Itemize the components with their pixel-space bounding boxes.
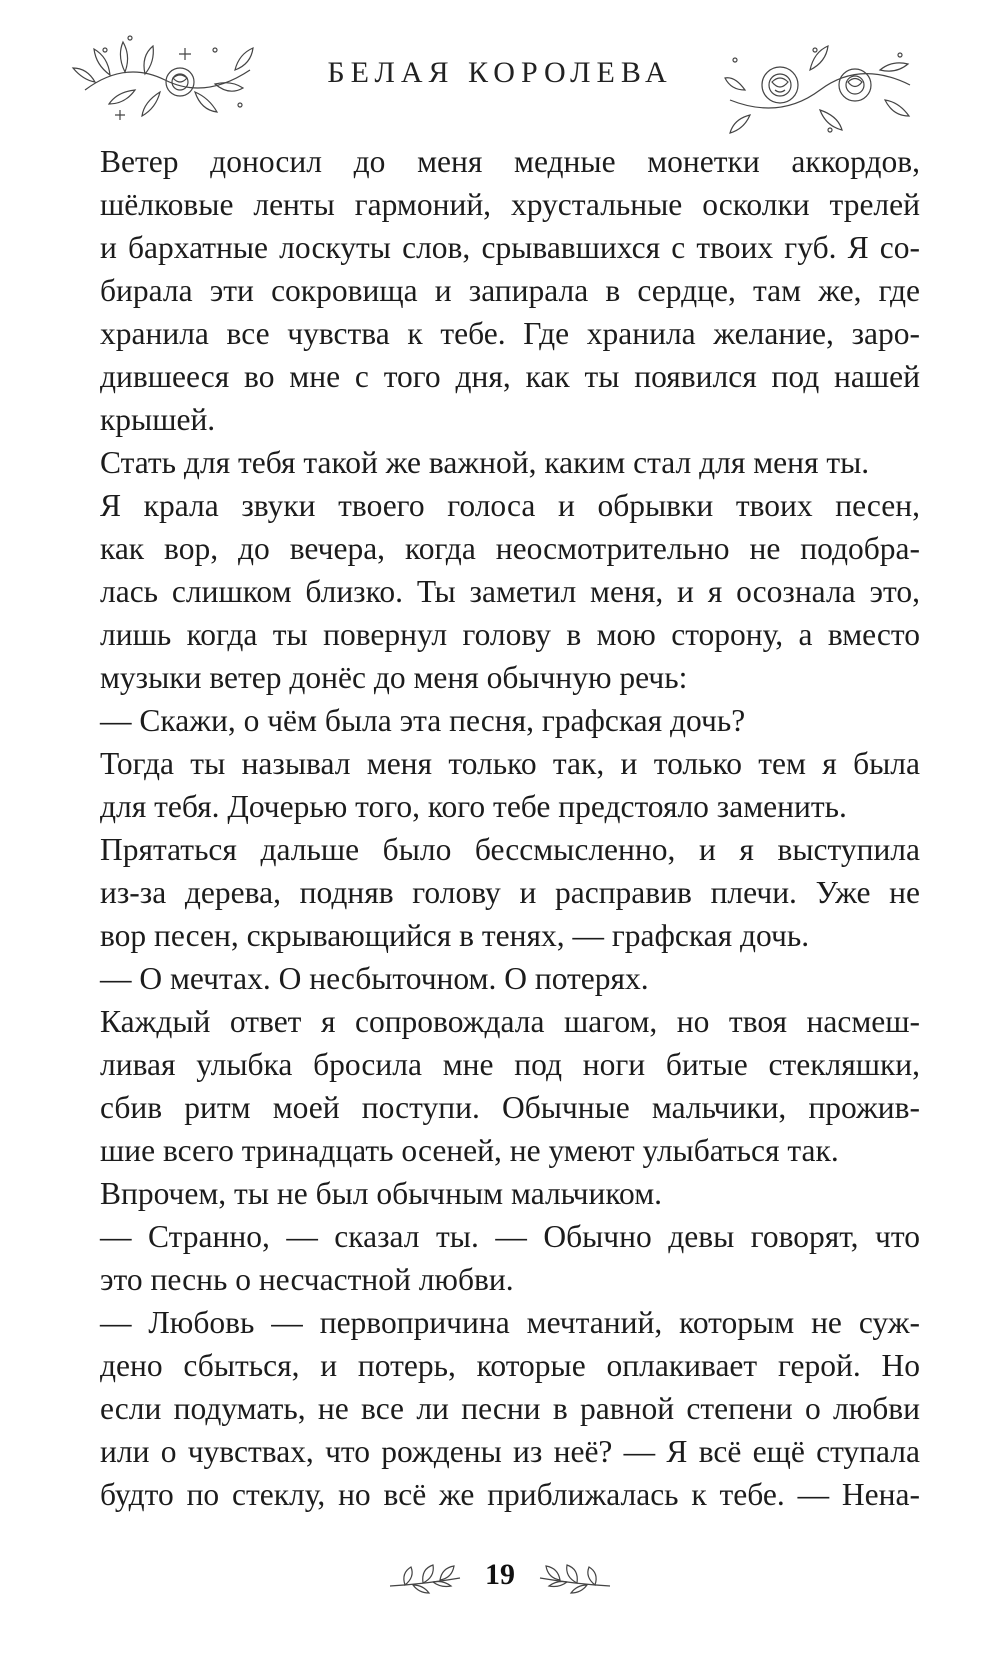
text-line: — О мечтах. О несбыточном. О потерях. [100, 961, 649, 996]
text-line: лишь когда ты повернул голову в мою сторону, а вместо [100, 617, 920, 652]
rose-ornament-icon [720, 30, 920, 150]
text-line: Прятаться дальше было бессмысленно, и я выступила [100, 832, 920, 867]
text-line: шие всего тринадцать осеней, не умеют улыбаться так. [100, 1133, 839, 1168]
text-line: дено сбыться, и потерь, которые оплакивает герой. Но [100, 1348, 920, 1383]
page-number: 19 [485, 1558, 515, 1591]
body-text [100, 140, 920, 1516]
text-line: Ветер доносил до меня медные монетки аккордов, [100, 144, 920, 179]
leaf-sprig-icon [535, 1558, 615, 1598]
text-line: дившееся во мне с того дня, как ты появился под нашей [100, 359, 920, 394]
text-line: шёлковые ленты гармоний, хрустальные осколки трелей [100, 187, 920, 222]
text-line: хранила все чувства к тебе. Где хранила желание, заро- [100, 316, 920, 351]
text-line: музыки ветер донёс до меня обычную речь: [100, 660, 688, 695]
text-line: крышей. [100, 402, 216, 437]
page-footer [0, 1550, 1000, 1610]
text-line: из-за дерева, подняв голову и расправив плечи. Уже не [100, 875, 920, 910]
text-line: лась слишком близко. Ты заметил меня, и я осознала это, [100, 574, 920, 609]
text-line: — Скажи, о чём была эта песня, графская дочь? [100, 703, 746, 738]
text-line: бирала эти сокровища и запирала в сердце, там же, где [100, 273, 920, 308]
text-line: ливая улыбка бросила мне под ноги битые стекляшки, [100, 1047, 920, 1082]
text-line: Тогда ты называл меня только так, и только тем я была [100, 746, 920, 781]
text-line: Стать для тебя такой же важной, каким стал для меня ты. [100, 445, 870, 480]
text-line: сбив ритм моей поступи. Обычные мальчики, прожив- [100, 1090, 920, 1125]
text-line: и бархатные лоскуты слов, срывавшихся с твоих губ. Я со- [100, 230, 920, 265]
text-line: для тебя. Дочерью того, кого тебе предстояло заменить. [100, 789, 847, 824]
text-line: будто по стеклу, но всё же приближалась к тебе. — Нена- [100, 1477, 920, 1512]
text-line: Впрочем, ты не был обычным мальчиком. [100, 1176, 663, 1211]
text-line: — Странно, — сказал ты. — Обычно девы говорят, что [100, 1219, 920, 1254]
text-line: — Любовь — первопричина мечтаний, которым не суж- [100, 1305, 920, 1340]
text-line: или о чувствах, что рождены из неё? — Я всё ещё ступала [100, 1434, 920, 1469]
running-header: БЕЛАЯ КОРОЛЕВА [327, 56, 673, 89]
text-line: как вор, до вечера, когда неосмотрительно не подобра- [100, 531, 920, 566]
text-line: это песнь о несчастной любви. [100, 1262, 514, 1297]
text-line: вор песен, скрывающийся в тенях, — графская дочь. [100, 918, 810, 953]
text-line: Каждый ответ я сопровождала шагом, но твоя насмеш- [100, 1004, 920, 1039]
text-line: если подумать, не все ли песни в равной степени о любви [100, 1391, 920, 1426]
text-line: Я крала звуки твоего голоса и обрывки твоих песен, [100, 488, 920, 523]
